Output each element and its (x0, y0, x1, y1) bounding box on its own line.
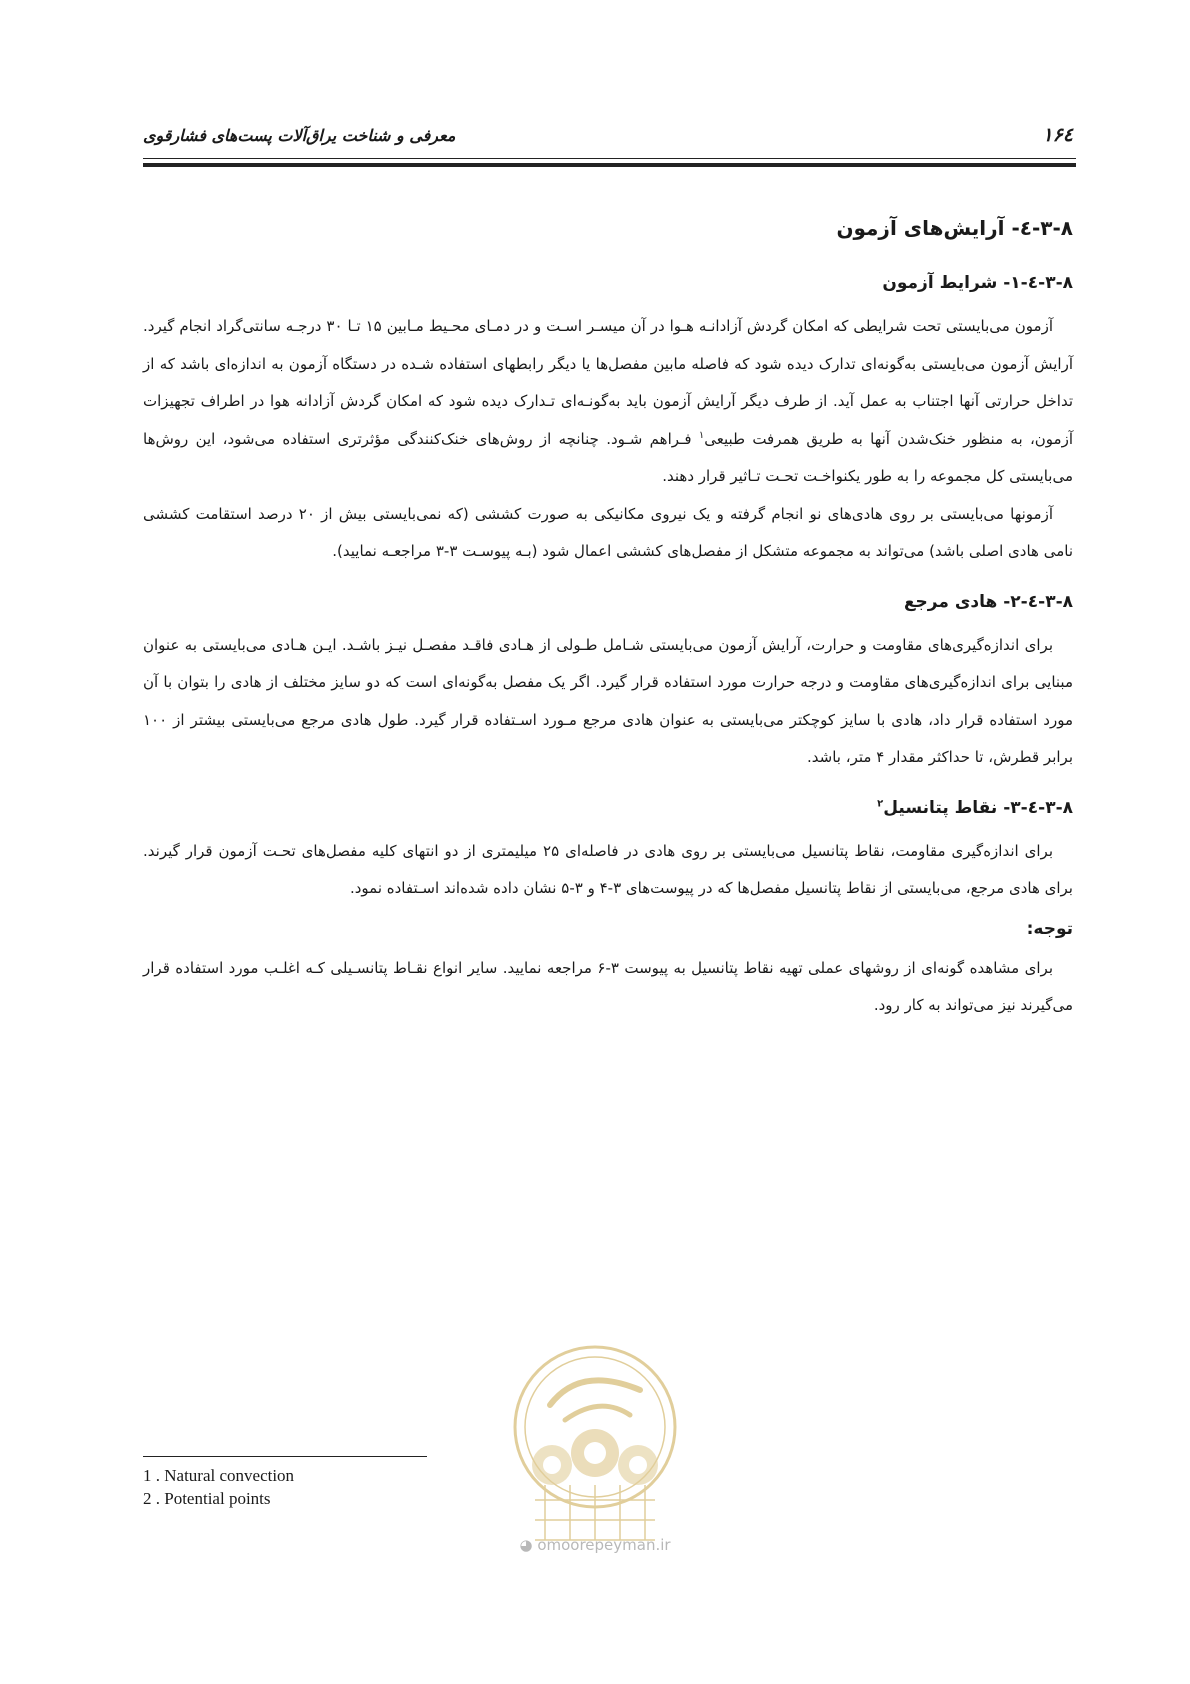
main-content (143, 200, 1073, 1025)
footnote-2: 2 . Potential points (143, 1489, 271, 1508)
page-number: ۱۶٤ (1042, 124, 1073, 146)
paragraph-text-end: فـراهم شـود. چنانچه از روش‌های خنک‌کنندگی مؤثرتری استفاده می‌شود، این روش‌ها می‌بایستی کل مجموعه را به طور یکنواخـت تحـت تـاثیر قرار دهند. (143, 429, 1073, 485)
footnote-1: 1 . Natural convection (143, 1466, 295, 1485)
watermark-url-text: omoorepeyman.ir (537, 1536, 671, 1554)
running-header (143, 126, 1073, 152)
paragraph-test-conditions-1 (143, 308, 1073, 496)
paragraph-reference-conductor: برای اندازه‌گیری‌های مقاومت و حرارت، آرایش آزمون می‌بایستی شـامل طـولی از هـادی فاقـد مفصـل نیـز باشـد. ایـن هـادی می‌بایستی به عنوان مبنایی برای اندازه‌گیری‌های مقاومت و درجه حرارت مورد استفاده قرار گیرد. اگر یک مفصل به‌گونه‌ای است که دو سایز مختلف از هادی را بتوان با آن مورد استفاده قرار داد، هادی با سایز کوچکتر می‌بایستی به عنوان هادی مرجع مـورد اسـتفاده قرار گیرد. طول هادی مرجع می‌بایستی بیشتر از ۱۰۰ برابر قطرش، تا حداکثر مقدار ۴ متر، باشد. (143, 635, 1073, 766)
watermark-url (490, 1536, 700, 1554)
subsection-heading-test-conditions: ۳-۸-٤-۱- شرایط آزمون (882, 273, 1073, 293)
header-rule-thick (143, 163, 1076, 167)
header-rule-thin (143, 158, 1076, 159)
note-label: توجه: (1026, 918, 1073, 939)
paragraph-potential-points: برای اندازه‌گیری مقاومت، نقاط پتانسیل می‌بایستی بر روی هادی در فاصله‌ای ۲۵ میلیمتری از دو انتهای کلیه مفصل‌های تحـت آزمون قرار گیرند. برای هادی مرجع، می‌بایستی از نقاط پتانسیل مفصل‌ها که در پیوست‌های ۳-۴ و ۳-۵ نشان داده شده‌اند اسـتفاده نمود. (143, 841, 1073, 897)
footnotes (143, 1464, 294, 1510)
heading-text: ۳-۸-٤-۳- نقاط پتانسیل (883, 797, 1073, 818)
subsection-heading-reference-conductor: ۳-۸-٤-۲- هادی مرجع (903, 591, 1073, 612)
globe-icon: ◕ (519, 1536, 533, 1554)
paragraph-test-conditions-2: آزمونها می‌بایستی بر روی هادی‌های نو انجام گرفته و یک نیروی مکانیکی به صورت کششی (که نمی‌بایستی بیش از ۲۰ درصد استقامت کششی نامی هادی اصلی باشد) می‌تواند به مجموعه متشکل از مفصل‌های کششی اعمال شود (بـه پیوسـت ۳-۳ مراجعـه نمایید). (143, 504, 1073, 560)
footnote-separator (143, 1456, 427, 1457)
paragraph-text: آزمون می‌بایستی تحت شرایطی که امکان گردش آزادانـه هـوا در آن میسـر اسـت و در دمـای محـیط مـابین ۱۵ تـا ۳۰ درجـه سانتی‌گراد انجام گیرد. آرایش آزمون می‌بایستی به‌گونه‌ای تدارک دیده شود که فاصله مابین مفصل‌ها یا دیگر رابطهای استفاده شـده در دستگاه آزمون به اندازه‌ای باشد که از تداخل حرارتی آنها اجتناب به عمل آید. از طرف دیگر آرایش آزمون باید به‌گونـه‌ای تـدارک دیده شود که امکان گردش آزادانه هوا در اطراف تجهیزات آزمون، به منظور خنک‌شدن آنها به طریق همرفت طبیعی (143, 317, 1073, 448)
footnote-ref-2: ۲ (877, 797, 884, 809)
subsection-heading-potential-points (143, 791, 1073, 825)
section-heading: ۳-۸-٤- آرایش‌های آزمون (836, 216, 1073, 240)
header-title: معرفی و شناخت یراق‌آلات پست‌های فشارقوی (143, 126, 456, 145)
note-paragraph: برای مشاهده گونه‌ای از روشهای عملی تهیه نقاط پتانسیل به پیوست ۳-۶ مراجعه نمایید. سایر انواع نقـاط پتانسـیلی کـه اغلـب مورد استفاده قرار می‌گیرند نیز می‌تواند به کار رود. (143, 958, 1073, 1014)
footnote-ref-1: ۱ (698, 429, 705, 441)
watermark-logo (490, 1330, 700, 1570)
